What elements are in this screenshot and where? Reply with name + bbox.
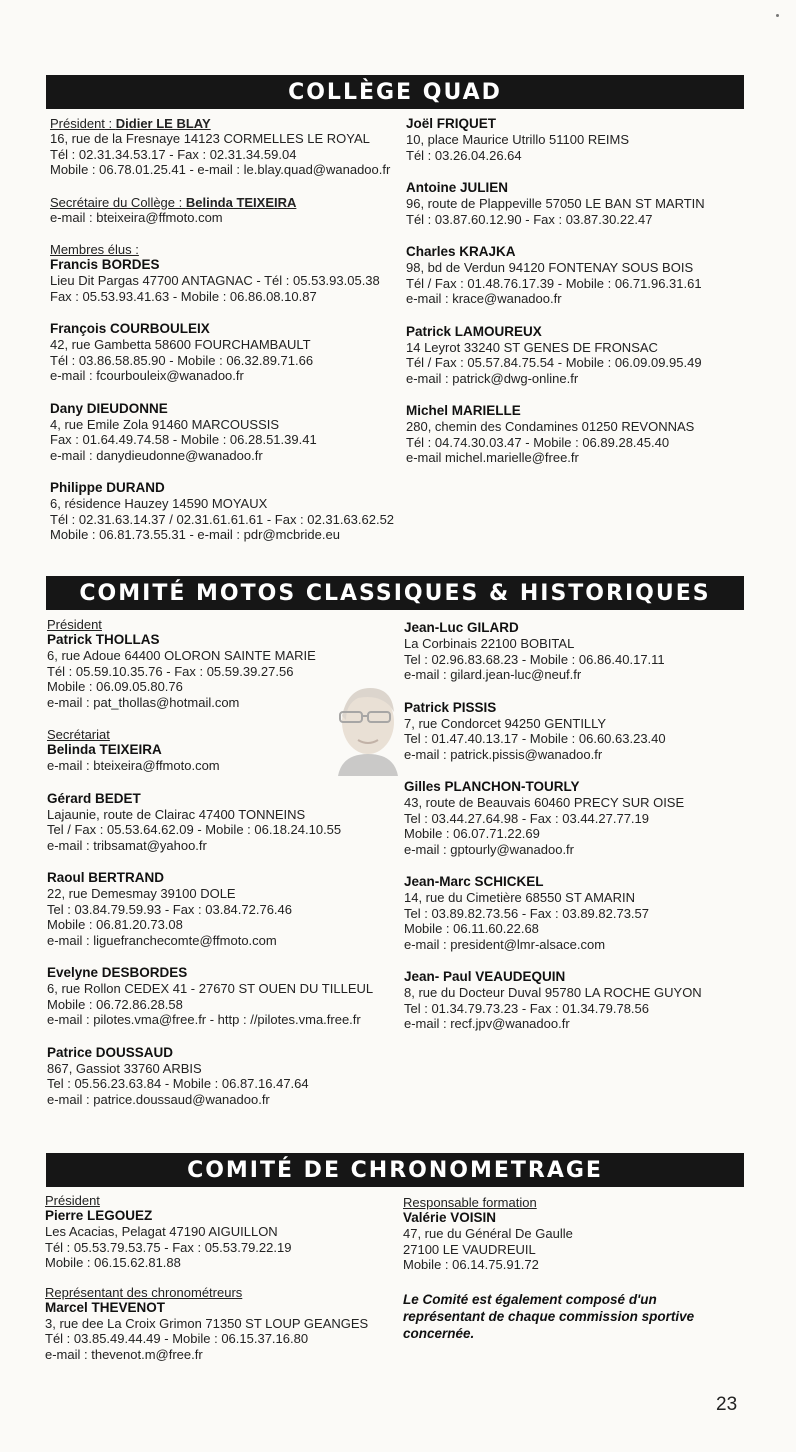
contact-line: 280, chemin des Condamines 01250 REVONNAS — [406, 419, 695, 434]
contact-name: Valérie VOISIN — [403, 1210, 497, 1225]
section-header-chrono: COMITÉ DE CHRONOMETRAGE — [46, 1153, 744, 1187]
contact-name: Marcel THEVENOT — [45, 1299, 166, 1315]
contact-line: e-mail : patrick.pissis@wanadoo.fr — [404, 746, 603, 762]
contact-name: Gilles PLANCHON-TOURLY — [404, 779, 580, 794]
contact-line: e-mail : thevenot.m@free.fr — [45, 1346, 203, 1362]
contact-line: 47, rue du Général De Gaulle — [403, 1226, 573, 1241]
contact-name: Pierre LEGOUEZ — [45, 1208, 153, 1223]
contact-line: e-mail : danydieudonne@wanadoo.fr — [50, 447, 263, 463]
contact-line: e-mail : patrick@dwg-online.fr — [406, 370, 579, 386]
contact-entry — [50, 257, 400, 304]
contact-line: e-mail : pat_thollas@hotmail.com — [47, 694, 240, 710]
contact-line: Tel : 01.34.79.73.23 - Fax : 01.34.79.78.56 — [404, 1000, 650, 1016]
contact-entry — [406, 180, 756, 227]
contact-line: e-mail : president@lmr-alsace.com — [404, 936, 606, 952]
contact-line: Lajaunie, route de Clairac 47400 TONNEINS — [47, 806, 306, 822]
role-label: Président — [45, 1193, 100, 1208]
contact-line: e-mail michel.marielle@free.fr — [406, 450, 579, 465]
contact-name: Charles KRAJKA — [406, 244, 516, 259]
contact-line: Tel : 01.47.40.13.17 - Mobile : 06.60.63.23.40 — [404, 731, 666, 746]
contact-entry: Secrétaire du Collège : Belinda TEIXEIRA e-mail : bteixeira@ffmoto.com — [50, 195, 400, 226]
contact-entry — [47, 727, 397, 774]
contact-entry — [404, 969, 754, 1032]
contact-line: e-mail : gilard.jean-luc@neuf.fr — [404, 667, 582, 682]
contact-line: Tél : 04.74.30.03.47 - Mobile : 06.89.28.45.40 — [406, 434, 670, 450]
contact-line: Mobile : 06.11.60.22.68 — [404, 921, 539, 936]
section-header-quad: COLLÈGE QUAD — [46, 75, 744, 109]
contact-entry — [47, 870, 397, 948]
contact-line: 43, route de Beauvais 60460 PRECY SUR OISE — [404, 795, 685, 810]
quad-right-column — [406, 116, 756, 483]
contact-line: e-mail : bteixeira@ffmoto.com — [47, 758, 220, 773]
page-number: 23 — [716, 1394, 738, 1415]
contact-line: e-mail : recf.jpv@wanadoo.fr — [404, 1016, 570, 1031]
motos-left-column — [47, 617, 397, 1124]
contact-line: 3, rue dee La Croix Grimon 71350 ST LOUP GEANGES — [45, 1315, 369, 1331]
contact-name: Patrick PISSIS — [404, 699, 497, 715]
contact-line: Mobile : 06.14.75.91.72 — [403, 1257, 539, 1272]
contact-line: Tel : 03.44.27.64.98 - Fax : 03.44.27.77.19 — [404, 810, 650, 826]
contact-name: Belinda TEIXEIRA — [185, 194, 297, 210]
contact-line: 22, rue Demesmay 39100 DOLE — [47, 886, 236, 901]
contact-entry — [406, 324, 756, 387]
contact-line: e-mail : bteixeira@ffmoto.com — [50, 209, 223, 225]
contact-line: Mobile : 06.07.71.22.69 — [404, 826, 540, 841]
contact-entry — [406, 244, 756, 307]
speck — [776, 14, 779, 17]
contact-name: Patrick LAMOUREUX — [406, 323, 542, 339]
contact-name: Jean- Paul VEAUDEQUIN — [404, 969, 566, 984]
contact-entry: Président : Didier LE BLAY 16, rue de la Fresnaye 14123 CORMELLES LE ROYAL Tél : 02.31.34.53.17 - Fax : 02.31.34.59.04 Mobile : 06.78.01.25.41 - e-mail : le.blay.quad@wanadoo.fr — [50, 116, 400, 178]
contact-line: e-mail : tribsamat@yahoo.fr — [47, 837, 207, 853]
contact-line: 867, Gassiot 33760 ARBIS — [47, 1060, 202, 1076]
contact-entry — [47, 617, 397, 710]
contact-line: Mobile : 06.81.73.55.31 - e-mail : pdr@mcbride.eu — [50, 527, 340, 542]
role-label: Secrétariat — [47, 727, 110, 742]
contact-name: Michel MARIELLE — [406, 403, 521, 418]
contact-entry — [47, 965, 397, 1028]
contact-line: Tel : 05.56.23.63.84 - Mobile : 06.87.16.47.64 — [47, 1076, 309, 1091]
contact-entry — [404, 620, 754, 683]
contact-line: 7, rue Condorcet 94250 GENTILLY — [404, 715, 607, 731]
contact-line: 10, place Maurice Utrillo 51100 REIMS — [406, 132, 630, 147]
contact-line: 6, rue Rollon CEDEX 41 - 27670 ST OUEN DU TILLEUL — [47, 981, 374, 996]
contact-entry — [47, 791, 397, 854]
contact-line: Tél : 05.59.10.35.76 - Fax : 05.59.39.27.56 — [47, 663, 294, 679]
contact-entry — [404, 874, 754, 952]
contact-name: Belinda TEIXEIRA — [47, 742, 162, 757]
role-label: Secrétaire du Collège — [50, 194, 176, 210]
contact-line: Tél : 03.85.49.44.49 - Mobile : 06.15.37.16.80 — [45, 1331, 309, 1346]
contact-line: Tel : 03.84.79.59.93 - Fax : 03.84.72.76.46 — [47, 901, 293, 917]
contact-entry — [45, 1193, 395, 1271]
contact-line: 96, route de Plappeville 57050 LE BAN ST MARTIN — [406, 196, 705, 211]
contact-line: 16, rue de la Fresnaye 14123 CORMELLES LE ROYAL — [50, 131, 370, 146]
contact-entry — [403, 1195, 753, 1273]
contact-line: 98, bd de Verdun 94120 FONTENAY SOUS BOIS — [406, 260, 694, 275]
contact-name: Dany DIEUDONNE — [50, 400, 168, 416]
contact-line: e-mail : liguefranchecomte@ffmoto.com — [47, 932, 277, 948]
contact-name: Patrick THOLLAS — [47, 632, 160, 647]
contact-line: Tel : 03.89.82.73.56 - Fax : 03.89.82.73.57 — [404, 905, 650, 921]
contact-line: Tél : 03.26.04.26.64 — [406, 147, 522, 163]
section-header-motos: COMITÉ MOTOS CLASSIQUES & HISTORIQUES — [46, 576, 744, 610]
contact-line: Tél : 02.31.63.14.37 / 02.31.61.61.61 - Fax : 02.31.63.62.52 — [50, 511, 395, 527]
contact-name: Philippe DURAND — [50, 480, 165, 495]
contact-line: Tél / Fax : 05.57.84.75.54 - Mobile : 06.09.09.95.49 — [406, 355, 702, 370]
role-label: Président — [50, 116, 105, 131]
contact-line: Mobile : 06.09.05.80.76 — [47, 679, 183, 694]
contact-entry — [404, 700, 754, 763]
contact-line: 27100 LE VAUDREUIL — [403, 1241, 536, 1257]
chrono-right-column — [403, 1195, 753, 1342]
contact-line: 14 Leyrot 33240 ST GENES DE FRONSAC — [406, 339, 658, 355]
contact-line: e-mail : fcourbouleix@wanadoo.fr — [50, 368, 244, 383]
chrono-left-column — [45, 1193, 395, 1379]
contact-line: Mobile : 06.72.86.28.58 — [47, 996, 183, 1012]
contact-line: Tél : 03.87.60.12.90 - Fax : 03.87.30.22.47 — [406, 211, 653, 227]
contact-entry — [50, 321, 400, 384]
contact-name: Francis BORDES — [50, 257, 160, 272]
role-label: Représentant des chronométreurs — [45, 1284, 243, 1300]
contact-line: Tél / Fax : 01.48.76.17.39 - Mobile : 06.71.96.31.61 — [406, 275, 702, 291]
contact-name: Jean-Luc GILARD — [404, 620, 519, 635]
contact-line: Lieu Dit Pargas 47700 ANTAGNAC - Tél : 05.53.93.05.38 — [50, 273, 380, 288]
contact-entry — [50, 480, 400, 543]
contact-line: 42, rue Gambetta 58600 FOURCHAMBAULT — [50, 337, 311, 352]
contact-entry — [45, 1285, 395, 1363]
contact-line: 6, résidence Hauzey 14590 MOYAUX — [50, 496, 268, 511]
committee-note: Le Comité est également composé d'un représentant de chaque commission sportive concernée. — [403, 1291, 695, 1341]
contact-line: Tel / Fax : 05.53.64.62.09 - Mobile : 06.18.24.10.55 — [47, 822, 342, 837]
contact-name: Patrice DOUSSAUD — [47, 1044, 174, 1060]
contact-entry — [50, 401, 400, 464]
contact-name: Raoul BERTRAND — [47, 870, 164, 885]
contact-line: Fax : 01.64.49.74.58 - Mobile : 06.28.51.39.41 — [50, 432, 317, 447]
quad-left-column — [50, 116, 400, 560]
role-label: Président — [47, 617, 102, 632]
role-label: Responsable formation — [403, 1195, 537, 1210]
contact-name: Joël FRIQUET — [406, 116, 497, 131]
contact-line: e-mail : gptourly@wanadoo.fr — [404, 841, 574, 857]
contact-line: e-mail : pilotes.vma@free.fr - http : //pilotes.vma.free.fr — [47, 1012, 361, 1027]
contact-line: Tél : 05.53.79.53.75 - Fax : 05.53.79.22.19 — [45, 1239, 292, 1255]
contact-name: Didier LE BLAY — [115, 116, 211, 131]
contact-line: 6, rue Adoue 64400 OLORON SAINTE MARIE — [47, 648, 316, 663]
motos-right-column — [404, 620, 754, 1049]
contact-name: Gérard BEDET — [47, 790, 141, 806]
contact-line: La Corbinais 22100 BOBITAL — [404, 636, 575, 651]
contact-entry — [47, 1045, 397, 1108]
contact-line: Mobile : 06.81.20.73.08 — [47, 917, 183, 932]
contact-name: François COURBOULEIX — [50, 321, 210, 336]
contact-name: Jean-Marc SCHICKEL — [404, 874, 544, 889]
contact-entry — [404, 779, 754, 857]
contact-name: Evelyne DESBORDES — [47, 965, 188, 980]
contact-line: e-mail : patrice.doussaud@wanadoo.fr — [47, 1091, 270, 1107]
contact-entry — [406, 403, 756, 466]
contact-line: Mobile : 06.78.01.25.41 - e-mail : le.blay.quad@wanadoo.fr — [50, 162, 391, 177]
contact-line: 14, rue du Cimetière 68550 ST AMARIN — [404, 890, 635, 905]
contact-line: 8, rue du Docteur Duval 95780 LA ROCHE GUYON — [404, 985, 702, 1000]
contact-line: Tel : 02.96.83.68.23 - Mobile : 06.86.40.17.11 — [404, 651, 665, 667]
contact-line: Les Acacias, Pelagat 47190 AIGUILLON — [45, 1224, 278, 1239]
members-label: Membres élus : — [50, 242, 139, 257]
contact-line: Fax : 05.53.93.41.63 - Mobile : 06.86.08.10.87 — [50, 288, 317, 304]
contact-line: 4, rue Emile Zola 91460 MARCOUSSIS — [50, 416, 280, 432]
contact-line: Tél : 03.86.58.85.90 - Mobile : 06.32.89.71.66 — [50, 352, 314, 368]
contact-name: Antoine JULIEN — [406, 180, 509, 195]
contact-line: Tél : 02.31.34.53.17 - Fax : 02.31.34.59.04 — [50, 146, 297, 162]
contact-entry — [406, 116, 756, 163]
contact-line: e-mail : krace@wanadoo.fr — [406, 291, 562, 306]
contact-line: Mobile : 06.15.62.81.88 — [45, 1255, 181, 1270]
